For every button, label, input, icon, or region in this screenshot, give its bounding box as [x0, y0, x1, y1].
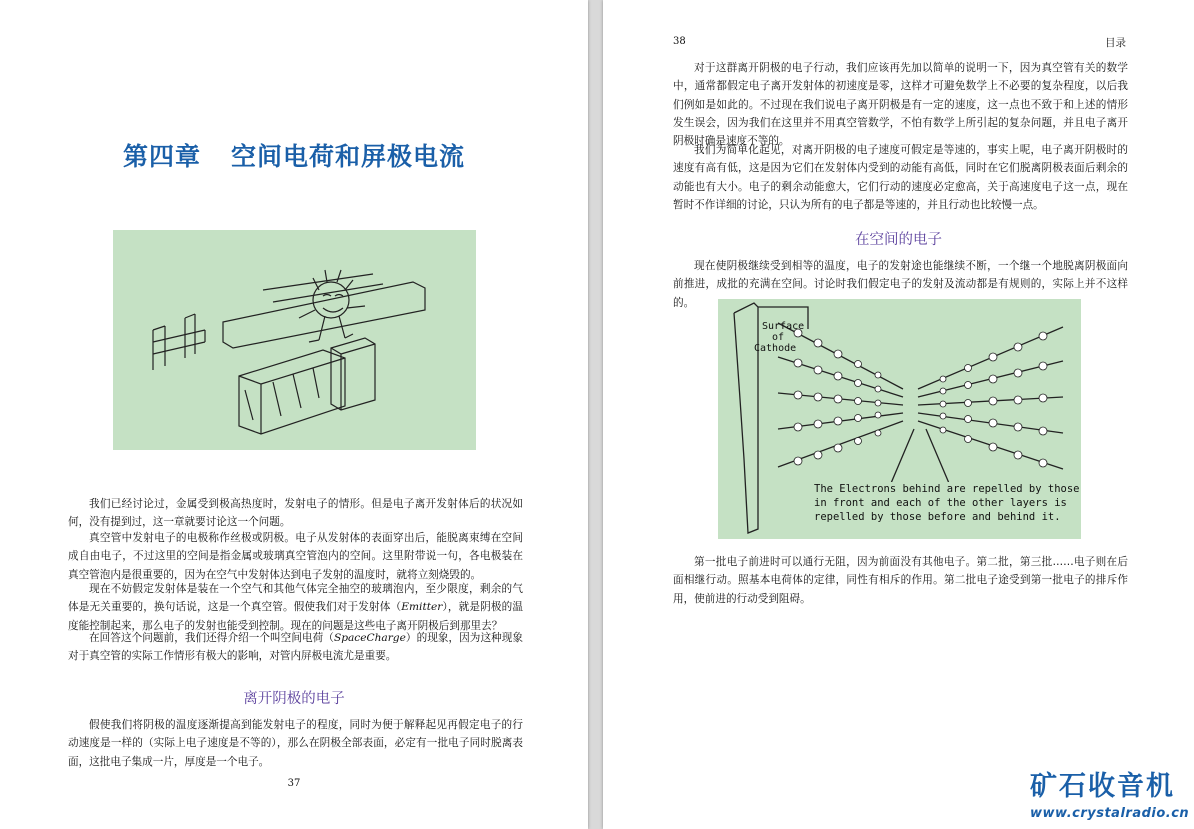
figure-label-cathode: Cathode — [754, 343, 797, 354]
figure-caption — [814, 482, 1080, 524]
paragraph-vacuum — [68, 580, 523, 635]
section-title-leaving-cathode: 离开阴极的电子 — [243, 691, 345, 707]
page-number-right: 38 — [673, 36, 686, 47]
chapter-label: 第四章 — [122, 142, 201, 171]
cartoon-figure — [113, 230, 476, 450]
paragraph-initial-velocity: 对于这群离开阴极的电子行动，我们应该再先加以简单的说明一下，因为真空管有关的数学中，通常都假定电子离开发射体的初速度是零，这样才可避免数学上不必要的复杂程度，以后我们例如是如此的。不过现在我们说电子离开阴极是有一定的速度，这一点也不致于和上述的情形发生误会，因为我们在这里并不用真空管数学，不怕有数学上所引起的复杂问题，并且电子离开阴极时确是速度不等的。 — [673, 62, 1128, 148]
math-emitter: Emitter — [401, 601, 443, 614]
electron-layers-figure — [718, 299, 1081, 539]
page-number-left: 37 — [287, 778, 301, 789]
paragraph-space-charge-part1: 在回答这个问题前，我们还得介绍一个叫空间电荷（ — [89, 632, 334, 644]
watermark-url: www.crystalradio.cn — [1030, 806, 1190, 821]
paragraph-continuous-emission: 现在使阴极继续受到相等的温度，电子的发射途也能继续不断，一个继一个地脱离阴极面向前推进，成批的充满在空间。讨论时我们假定电子的发射及流动都是有规则的，实际上并不这样的。 — [673, 260, 1128, 309]
figure-label-surface: Surface — [762, 321, 805, 332]
paragraph-vacuum-part1: 现在不妨假定发射体是装在一个空气和其他气体完全抽空的玻璃泡内，至少限度，剩余的气体是无关重要的，换句话说，这是一个真空管。假使我们对于发射体（ — [68, 583, 523, 614]
left-page — [0, 0, 588, 829]
watermark-brand: 矿石收音机 — [1030, 771, 1175, 802]
watermark-logo — [1030, 764, 1190, 821]
paragraph-space-charge — [68, 629, 523, 666]
chapter-title-text: 空间电荷和屏极电流 — [231, 142, 466, 171]
chapter-title — [0, 137, 588, 173]
figure-caption-line-2: in front and each of the other layers is — [814, 497, 1067, 509]
paragraph-vacuum-part2: ），就是阴极的温度能控制起来，那么电子的发射也能受到控制。现在的问题是这些电子离开阴极后到那里去？ — [68, 601, 524, 632]
paragraph-space-charge-part2: ）的现象，因为这种现象对于真空管的实际工作情形有极大的影响，对管内屏极电流尤是重要。 — [68, 632, 524, 663]
paragraph-equal-speed: 我们为简单化起见，对离开阴极的电子速度可假定是等速的，事实上呢，电子离开阴极时的速度有高有低，这是因为它们在发射体内受到的动能有高低，同时在它们脱离阴极表面后剩余的动能也有大小。电子的剩余动能愈大，它们行动的速度必定愈高，关于高速度电子这一点，现在暂时不作详细的讨论，只认为所有的电子都是等速的，并且行动也比较慢一点。 — [673, 144, 1128, 211]
electron-wall-cartoon — [113, 230, 476, 450]
right-page — [603, 0, 1194, 829]
figure-label-of: of — [772, 332, 785, 343]
header-contents: 目录 — [1105, 37, 1126, 49]
paragraph-cathode: 真空管中发射电子的电极称作丝极或阴极。电子从发射体的表面穿出后，能脱离束缚在空间成自由电子，不过这里的空间是指金属或玻璃真空管泡内的空间。这里附带说一句，各电极装在真空管泡内是很重要的，因为在空气中发射体达到电子发射的温度时，就将立刻烧毁的。 — [68, 532, 523, 581]
figure-caption-line-1: The Electrons behind are repelled by those — [814, 483, 1080, 495]
math-space-charge: SpaceCharge — [333, 632, 406, 644]
figure-caption-line-3: repelled by those before and behind it. — [814, 511, 1061, 523]
paragraph-intro: 我们已经讨论过，金属受到极高热度时，发射电子的情形。但是电子离开发射体后的状况如何，没有提到过，这一章就要讨论这一个问题。 — [68, 498, 523, 529]
paragraph-repulsion: 第一批电子前进时可以通行无阻，因为前面没有其他电子。第二批，第三批……电子则在后面相继行动。照基本电荷体的定律，同性有相斥的作用。第二批电子途受到第一批电子的排斥作用，使前进的行动受到阻碍。 — [673, 556, 1128, 605]
section-title-electrons-in-space: 在空间的电子 — [855, 232, 942, 248]
paragraph-emission: 假使我们将阴极的温度逐渐提高到能发射电子的程度，同时为便于解释起见再假定电子的行动速度是一样的（实际上电子速度是不等的），那么在阴极全部表面，必定有一批电子同时脱离表面，这批电子集成一片，厚度是一个电子。 — [68, 719, 523, 768]
